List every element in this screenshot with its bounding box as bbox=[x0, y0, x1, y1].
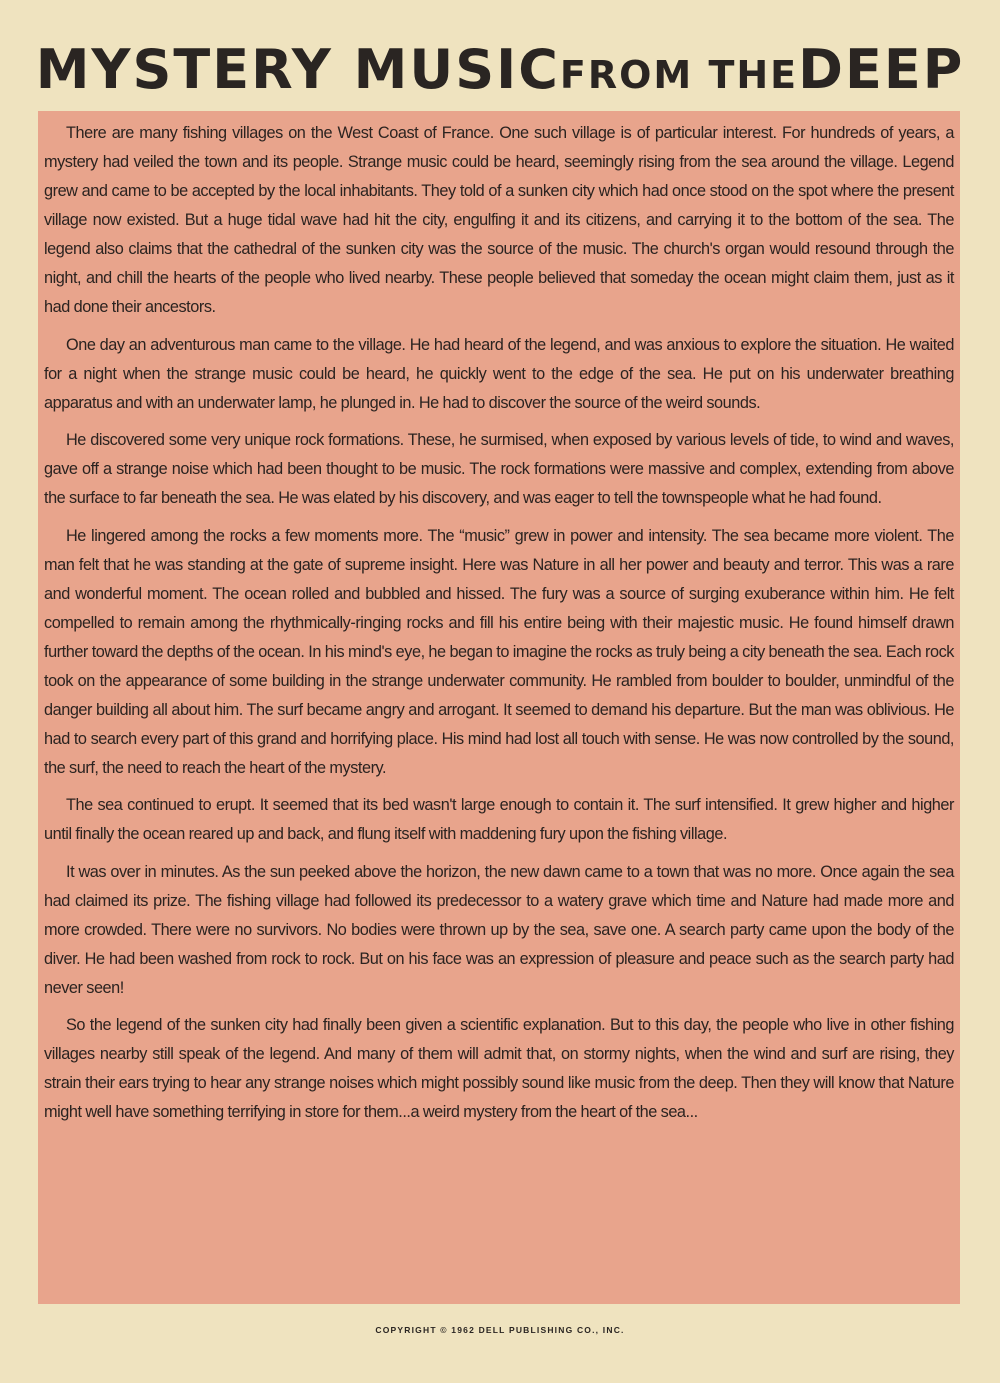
story-paragraph-2: One day an adventurous man came to the village. He had heard of the legend, and was anxious to explore the situation. He waited for a night when the strange music could be heard, he quickly went to the edge of the sea. He put on his underwater breathing apparatus and with an underwater lamp, he plunged in. He had to discover the source of the weird sounds. bbox=[44, 335, 954, 412]
title-part-deep: DEEP bbox=[798, 38, 965, 102]
title-part-from-the: FROM THE bbox=[559, 53, 799, 98]
story-paragraph-3: He discovered some very unique rock formations. These, he surmised, when exposed by various levels of tide, to wind and waves, gave off a strange noise which had been thought to be music. The rock formations were massive and complex, extending from above the surface to far beneath the sea. He was elated by his discovery, and was eager to tell the townspeople what he had found. bbox=[44, 431, 954, 507]
title-part-mystery-music: MYSTERY MUSIC bbox=[35, 38, 560, 102]
copyright-notice: COPYRIGHT © 1962 DELL PUBLISHING CO., INC. bbox=[375, 1325, 625, 1335]
story-paragraph-7: So the legend of the sunken city had finally been given a scientific explanation. But to this day, the people who live in other fishing villages nearby still speak of the legend. And many of them will admit that, on stormy nights, when the wind and surf are rising, they strain their ears trying to hear any strange noises which might possibly sound like music from the deep. Then they will know that Nature might well have something terrifying in store for them...a weird mystery from the heart of the sea... bbox=[44, 1016, 954, 1121]
story-paragraph-6: It was over in minutes. As the sun peeked above the horizon, the new dawn came to a town that was no more. Once again the sea had claimed its prize. The fishing village had followed its predecessor to a watery grave which time and Nature had made more and more crowded. There were no survivors. No bodies were thrown up by the sea, save one. A search party came upon the body of the diver. He had been washed from rock to rock. But on his face was an expression of pleasure and peace such as the search party had never seen! bbox=[44, 862, 954, 997]
story-paragraph-5: The sea continued to erupt. It seemed that its bed wasn't large enough to contain it. The surf intensified. It grew higher and higher until finally the ocean reared up and back, and flung itself with maddening fury upon the fishing village. bbox=[44, 796, 954, 843]
story-paragraph-4: He lingered among the rocks a few moments more. The “music” grew in power and intensity. The sea became more violent. The man felt that he was standing at the gate of supreme insight. Here was Nature in all her power and beauty and terror. This was a rare and wonderful moment. The ocean rolled and bubbled and hissed. The fury was a source of surging exuberance within him. He felt compelled to remain among the rhythmically-ringing rocks and fill his entire being with their majestic music. He found himself drawn further toward the depths of the ocean. In his mind's eye, he began to imagine the rocks as truly being a city beneath the sea. Each rock took on the appearance of some building in the strange underwater community. He rambled from boulder to boulder, unmindful of the danger building all about him. The surf became angry and arrogant. It seemed to demand his departure. But the man was oblivious. He had to search every part of this grand and horrifying place. His mind had lost all touch with sense. He was now controlled by the sound, the surf, the need to reach the heart of the mystery. bbox=[44, 526, 954, 777]
story-paragraph-1: There are many fishing villages on the West Coast of France. One such village is of particular interest. For hundreds of years, a mystery had veiled the town and its people. Strange music could be heard, seemingly rising from the sea around the village. Legend grew and came to be accepted by the local inhabitants. They told of a sunken city which had once stood on the spot where the present village now existed. But a huge tidal wave had hit the city, engulfing it and its citizens, and carrying it to the bottom of the sea. The legend also claims that the cathedral of the sunken city was the source of the music. The church's organ would resound through the night, and chill the hearts of the people who lived nearby. These people believed that someday the ocean might claim them, just as it had done their ancestors. bbox=[44, 124, 954, 316]
story-panel bbox=[38, 111, 960, 1304]
